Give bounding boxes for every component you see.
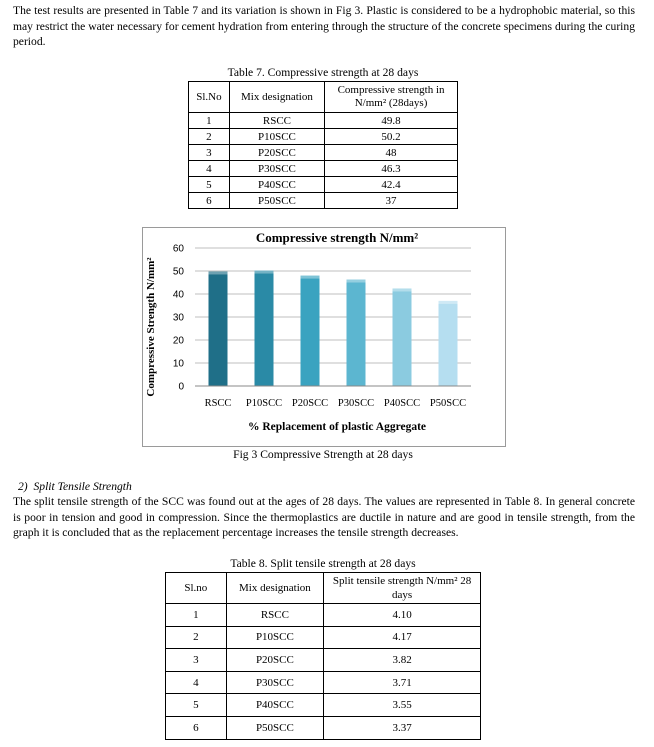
bar <box>301 276 320 386</box>
table7-cell: 3 <box>189 145 230 161</box>
bar <box>255 271 274 386</box>
bar-highlight <box>255 271 274 274</box>
table8-cell: P20SCC <box>226 649 324 672</box>
table7-row <box>189 177 458 193</box>
x-tick-label: P50SCC <box>429 398 467 409</box>
table7-cell: P30SCC <box>229 161 324 177</box>
table7-cell: 6 <box>189 193 230 209</box>
table8-row <box>166 716 481 739</box>
table7-cell: 42.4 <box>325 177 458 193</box>
table7-cell: 50.2 <box>325 129 458 145</box>
table8-row <box>166 626 481 649</box>
x-tick-label: P30SCC <box>337 398 375 409</box>
bar-highlight <box>347 280 366 283</box>
chart-title: Compressive strength N/mm² <box>255 230 419 245</box>
table8-row <box>166 694 481 717</box>
table7 <box>188 81 458 209</box>
section-heading <box>18 480 132 493</box>
table8-cell: P10SCC <box>226 626 324 649</box>
table7-row <box>189 145 458 161</box>
table8-row <box>166 671 481 694</box>
table8-cell: P50SCC <box>226 716 324 739</box>
table7-cell: P10SCC <box>229 129 324 145</box>
table7-cell: 5 <box>189 177 230 193</box>
table8-cell: P40SCC <box>226 694 324 717</box>
table7-cell: P40SCC <box>229 177 324 193</box>
x-tick-label: P40SCC <box>383 398 421 409</box>
table8-cell: 1 <box>166 604 227 627</box>
bar <box>393 288 412 386</box>
table8-caption: Table 8. Split tensile strength at 28 days <box>230 557 416 570</box>
y-tick-label: 0 <box>178 381 184 393</box>
x-tick-label: RSCC <box>204 398 232 409</box>
bar-highlight <box>209 271 228 274</box>
bar <box>209 271 228 386</box>
table8-cell: 3.37 <box>324 716 481 739</box>
table7-row <box>189 113 458 129</box>
table7-header-slno: Sl.No <box>189 82 230 113</box>
table8-cell: 4 <box>166 671 227 694</box>
chart-container <box>142 227 506 447</box>
table7-row <box>189 161 458 177</box>
paragraph-results: The test results are presented in Table 7 and its variation is shown in Fig 3. Plastic is considered to be a hydrophobic material, so this may restrict the water necessary for cement hydration from entering through the structure of the concrete specimens during the curing period. <box>13 4 635 48</box>
section-number: 2) <box>18 480 28 493</box>
table8-cell: 3.55 <box>324 694 481 717</box>
table7-header-mix: Mix designation <box>229 82 324 113</box>
table8-cell: 3 <box>166 649 227 672</box>
table7-cell: 4 <box>189 161 230 177</box>
x-tick-label: P10SCC <box>245 398 283 409</box>
y-tick-label: 10 <box>172 358 184 370</box>
table7-cell: P50SCC <box>229 193 324 209</box>
table8-header-mix: Mix designation <box>226 573 324 604</box>
bar <box>439 301 458 386</box>
table8-cell: 4.17 <box>324 626 481 649</box>
table7-cell: P20SCC <box>229 145 324 161</box>
table8-header-strength: Split tensile strength N/mm² 28 days <box>324 573 481 604</box>
table7-header-strength: Compressive strength in N/mm² (28days) <box>325 82 458 113</box>
table8-cell: P30SCC <box>226 671 324 694</box>
y-tick-label: 40 <box>172 289 184 301</box>
table8-row <box>166 604 481 627</box>
bar-highlight <box>301 276 320 279</box>
y-tick-label: 60 <box>172 243 184 255</box>
table7-cell: 37 <box>325 193 458 209</box>
y-tick-label: 50 <box>172 266 184 278</box>
table7-row <box>189 129 458 145</box>
x-tick-label: P20SCC <box>291 398 329 409</box>
table7-row <box>189 193 458 209</box>
y-tick-label: 20 <box>172 335 184 347</box>
table7-cell: 48 <box>325 145 458 161</box>
table8-cell: 2 <box>166 626 227 649</box>
bar-highlight <box>393 288 412 291</box>
bar <box>347 280 366 386</box>
table7-cell: 49.8 <box>325 113 458 129</box>
y-tick-label: 30 <box>172 312 184 324</box>
y-axis-label: Compressive Strength N/mm² <box>145 257 157 397</box>
table8-cell: 3.71 <box>324 671 481 694</box>
paragraph-split-tensile: The split tensile strength of the SCC was found out at the ages of 28 days. The values are represented in Table 8. In general concrete is poor in tension and good in compression. Since the thermoplastics are ductile in nature and are good in tensile strength, from the graph it is concluded that as the replacement percentage increases the tensile strength decreases. <box>13 495 635 539</box>
table7-cell: 2 <box>189 129 230 145</box>
x-axis-label: % Replacement of plastic Aggregate <box>248 421 426 433</box>
table8-cell: 5 <box>166 694 227 717</box>
table7-cell: RSCC <box>229 113 324 129</box>
table7-caption: Table 7. Compressive strength at 28 days <box>227 66 419 79</box>
fig3-caption: Fig 3 Compressive Strength at 28 days <box>233 448 413 461</box>
bar-highlight <box>439 301 458 304</box>
table8 <box>165 572 481 740</box>
table8-cell: 6 <box>166 716 227 739</box>
table8-cell: 3.82 <box>324 649 481 672</box>
compressive-strength-chart <box>143 228 505 446</box>
table8-row <box>166 649 481 672</box>
table7-cell: 1 <box>189 113 230 129</box>
table8-cell: RSCC <box>226 604 324 627</box>
table7-cell: 46.3 <box>325 161 458 177</box>
section-title: Split Tensile Strength <box>33 480 132 493</box>
table8-header-slno: Sl.no <box>166 573 227 604</box>
table8-cell: 4.10 <box>324 604 481 627</box>
